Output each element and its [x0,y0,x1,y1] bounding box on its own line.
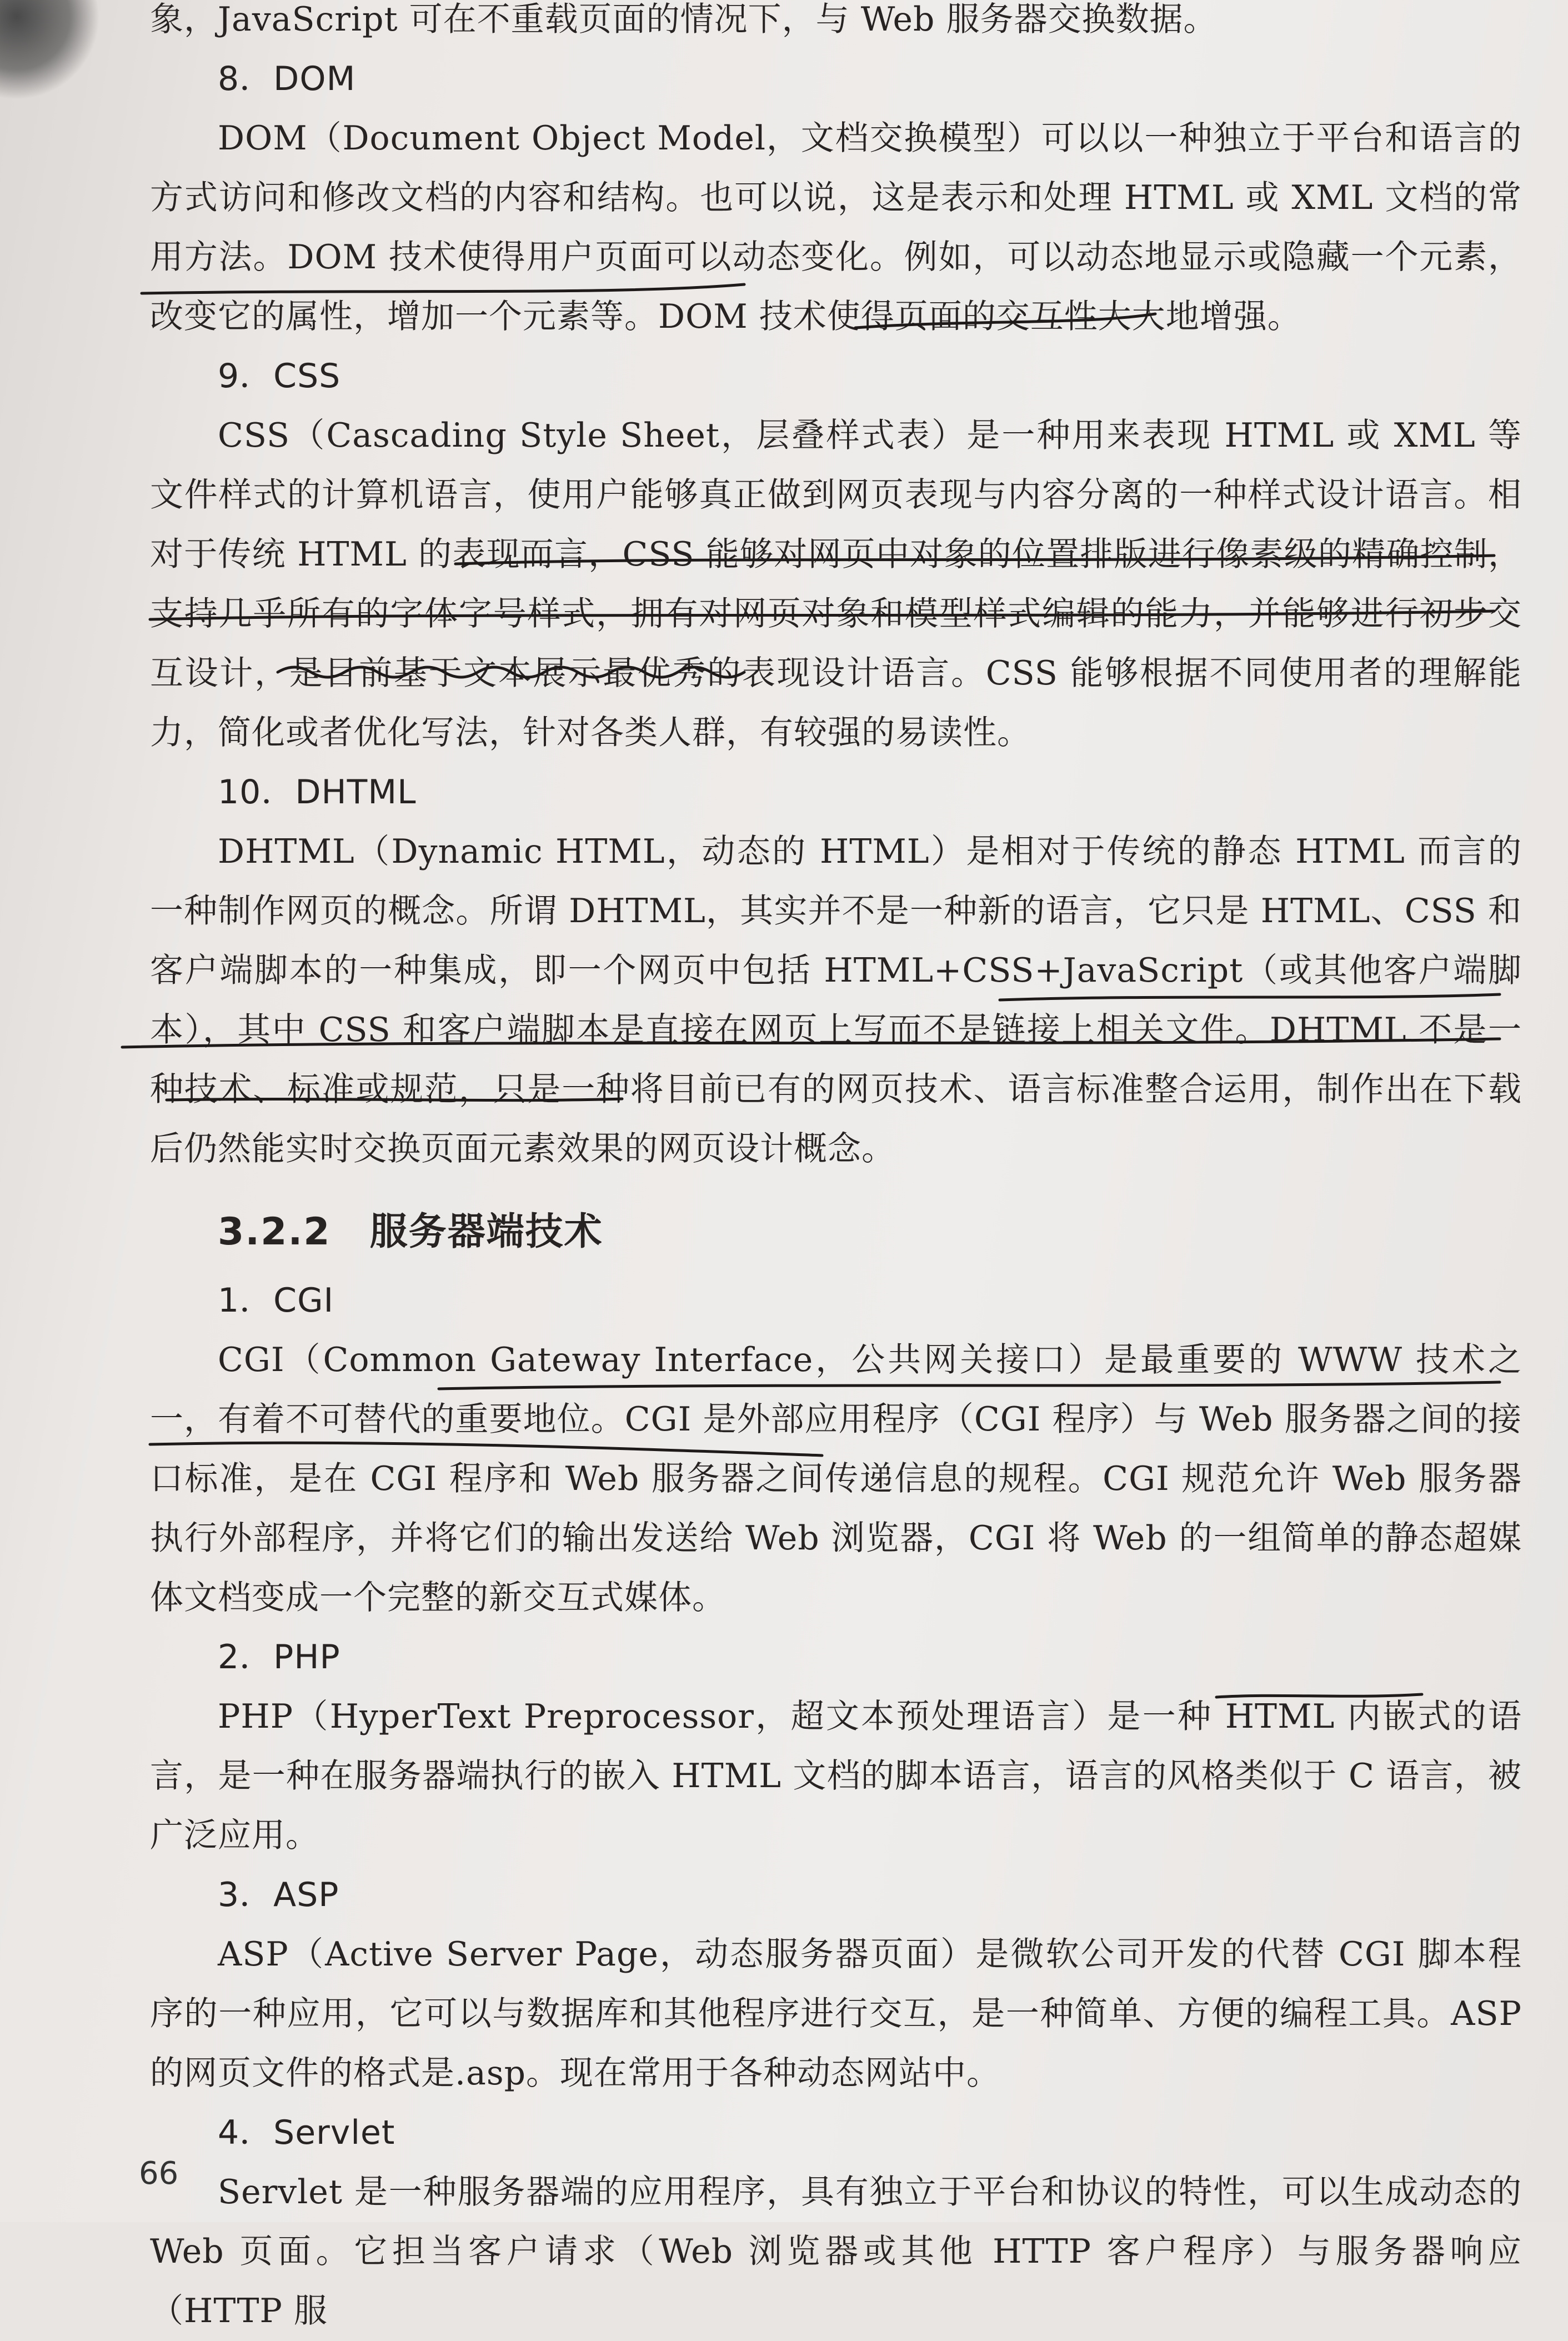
heading-cgi: 1．CGI [218,1281,334,1320]
heading-dhtml: 10．DHTML [218,773,417,812]
heading-dom: 8．DOM [218,59,356,98]
subsection-title: 3.2.2 服务器端技术 [218,1210,603,1254]
heading-php: 2．PHP [218,1638,340,1677]
paragraph-servlet: Servlet 是一种服务器端的应用程序，具有独立于平台和协议的特性，可以生成动态的 Web 页面。它担当客户请求（Web 浏览器或其他 HTTP 客户程序）与服务器响应（HTTP 服 [150,2173,1522,2330]
paragraph-dom: DOM（Document Object Model，文档交换模型）可以以一种独立于平台和语言的方式访问和修改文档的内容和结构。也可以说，这是表示和处理 HTML 或 XML 文档的常用方法。DOM 技术使得用户页面可以动态变化。例如，可以动态地显示或隐藏一个元素，改变它的属性，增加一个元素等。DOM 技术使得页面的交互性大大地增强。 [150,119,1522,336]
heading-css: 9．CSS [218,357,341,396]
paragraph-asp: ASP（Active Server Page，动态服务器页面）是微软公司开发的代替 CGI 脚本程序的一种应用，它可以与数据库和其他程序进行交互，是一种简单、方便的编程工具。ASP 的网页文件的格式是.asp。现在常用于各种动态网站中。 [150,1935,1522,2093]
paragraph-dhtml: DHTML（Dynamic HTML，动态的 HTML）是相对于传统的静态 HTML 而言的一种制作网页的概念。所谓 DHTML，其实并不是一种新的语言，它只是 HTML、CSS 和客户端脚本的一种集成，即一个网页中包括 HTML+CSS+JavaScript（或其他客户端脚本），其中 CSS 和客户端脚本是直接在网页上写而不是链接上相关文件。DHTML 不是一种技术、标准或规范，只是一种将目前已有的网页技术、语言标准整合运用，制作出在下载后仍然能实时交换页面元素效果的网页设计概念。 [150,832,1522,1168]
paragraph-php: PHP（HyperText Preprocessor，超文本预处理语言）是一种 HTML 内嵌式的语言，是一种在服务器端执行的嵌入 HTML 文档的脚本语言，语言的风格类似于 C 语言，被广泛应用。 [150,1697,1522,1855]
heading-servlet: 4．Servlet [218,2113,395,2152]
page-corner-shadow [0,0,100,100]
page-content [150,0,1522,2341]
heading-asp: 3．ASP [218,1875,339,1914]
top-line: 象，JavaScript 可在不重载页面的情况下，与 Web 服务器交换数据。 [150,0,1218,39]
paragraph-cgi: CGI（Common Gateway Interface，公共网关接口）是最重要的 WWW 技术之一，有着不可替代的重要地位。CGI 是外部应用程序（CGI 程序）与 Web 服务器之间的接口标准，是在 CGI 程序和 Web 服务器之间传递信息的规程。CGI 规范允许 Web 服务器执行外部程序，并将它们的输出发送给 Web 浏览器，CGI 将 Web 的一组简单的静态超媒体文档变成一个完整的新交互式媒体。 [150,1340,1522,1617]
paragraph-css: CSS（Cascading Style Sheet，层叠样式表）是一种用来表现 HTML 或 XML 等文件样式的计算机语言，使用户能够真正做到网页表现与内容分离的一种样式设计语言。相对于传统 HTML 的表现而言，CSS 能够对网页中对象的位置排版进行像素级的精确控制，支持几乎所有的字体字号样式，拥有对网页对象和模型样式编辑的能力，并能够进行初步交互设计，是目前基于文本展示最优秀的表现设计语言。CSS 能够根据不同使用者的理解能力，简化或者优化写法，针对各类人群，有较强的易读性。 [150,416,1522,752]
page-number: 66 [139,2155,179,2192]
